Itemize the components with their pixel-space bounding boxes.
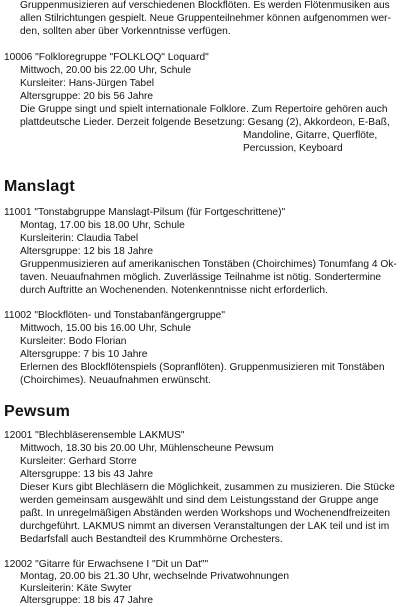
section-heading-pewsum: Pewsum <box>4 403 71 420</box>
course-title: 12002 "Gitarre für Erwachsene I "Dit un Dat"" <box>4 559 209 570</box>
course-description-line: werden gemeinsam ausgewählt und sind dem Leistungsstand der Gruppe ange <box>20 495 379 506</box>
course-title: 10006 "Folkloregruppe "FOLKLOQ" Loquard" <box>4 52 209 63</box>
course-description-line: durchgeführt. LAKMUS nimmt an diversen Veranstaltungen der LAK teil und ist im <box>20 521 390 532</box>
section-heading-manslagt: Manslagt <box>4 178 75 195</box>
course-schedule: Mittwoch, 15.00 bis 16.00 Uhr, Schule <box>20 323 192 334</box>
course-leader: Kursleiter: Hans-Jürgen Tabel <box>20 78 155 89</box>
course-leader: Kursleiterin: Claudia Tabel <box>20 233 139 244</box>
course-age: Altersgruppe: 13 bis 43 Jahre <box>20 469 154 480</box>
course-description-line: Mandoline, Gitarre, Querflöte, <box>243 130 378 141</box>
course-leader: Kursleiter: Gerhard Storre <box>20 456 137 467</box>
intro-line-1: Gruppenmusizieren auf verschiedenen Blockflöten. Es werden Flötenmusiken aus <box>20 0 390 11</box>
course-age: Altersgruppe: 18 bis 47 Jahre <box>20 595 154 606</box>
course-description-line: Die Gruppe singt und spielt internationale Folklore. Zum Repertoire gehören auch <box>20 104 388 115</box>
course-leader: Kursleiter: Bodo Florian <box>20 336 127 347</box>
course-schedule: Montag, 20.00 bis 21.30 Uhr, wechselnde Privatwohnungen <box>20 571 290 582</box>
course-schedule: Montag, 17.00 bis 18.00 Uhr, Schule <box>20 220 185 231</box>
course-description-line: paßt. In unregelmäßigen Abständen werden Workshops und Wochenendfreizeiten <box>20 508 390 519</box>
course-schedule: Mittwoch, 20.00 bis 22.00 Uhr, Schule <box>20 65 192 76</box>
course-schedule: Mittwoch, 18.30 bis 20.00 Uhr, Mühlenscheune Pewsum <box>20 443 274 454</box>
course-leader: Kursleiterin: Käte Swyter <box>20 583 132 594</box>
course-description-line: Gruppenmusizieren auf amerikanischen Tonstäben (Choirchimes) Tonumfang 4 Ok- <box>20 259 397 270</box>
course-description-line: Bedarfsfall auch Bestandteil des Krummhörne Orchesters. <box>20 534 283 545</box>
intro-line-2: allen Stilrichtungen gespielt. Neue Gruppenteilnehmer können aufgenommen wer- <box>20 13 391 24</box>
course-description-line: Dieser Kurs gibt Blechläsern die Möglichkeit, zusammen zu musizieren. Die Stücke <box>20 482 395 493</box>
course-description-line: taven. Neuaufnahmen möglich. Zuverlässige Teilnahme ist nötig. Sondertermine <box>20 272 382 283</box>
course-age: Altersgruppe: 12 bis 18 Jahre <box>20 246 154 257</box>
course-description-line: (Choirchimes). Neuaufnahmen erwünscht. <box>20 375 211 386</box>
course-description-line: durch Auftritte an Wochenenden. Notenkenntnisse nicht erforderlich. <box>20 285 328 296</box>
course-title: 12001 "Blechbläserensemble LAKMUS" <box>4 430 185 441</box>
course-title: 11001 "Tonstabgruppe Manslagt-Pilsum (für Fortgeschrittene)" <box>4 207 286 218</box>
intro-line-3: den, sollten aber über Vorkenntnisse verfügen. <box>20 26 231 37</box>
course-age: Altersgruppe: 20 bis 56 Jahre <box>20 91 154 102</box>
course-description-line: Erlernen des Blockflötenspiels (Sopranflöten). Gruppenmusizieren mit Tonstäben <box>20 362 385 373</box>
course-description-line: Percussion, Keyboard <box>243 143 343 154</box>
course-description-line: plattdeutsche Lieder. Derzeit folgende Besetzung: Gesang (2), Akkordeon, E-Baß, <box>20 117 390 128</box>
course-title: 11002 "Blockflöten- und Tonstabanfängergruppe" <box>4 310 225 321</box>
course-age: Altersgruppe: 7 bis 10 Jahre <box>20 349 148 360</box>
